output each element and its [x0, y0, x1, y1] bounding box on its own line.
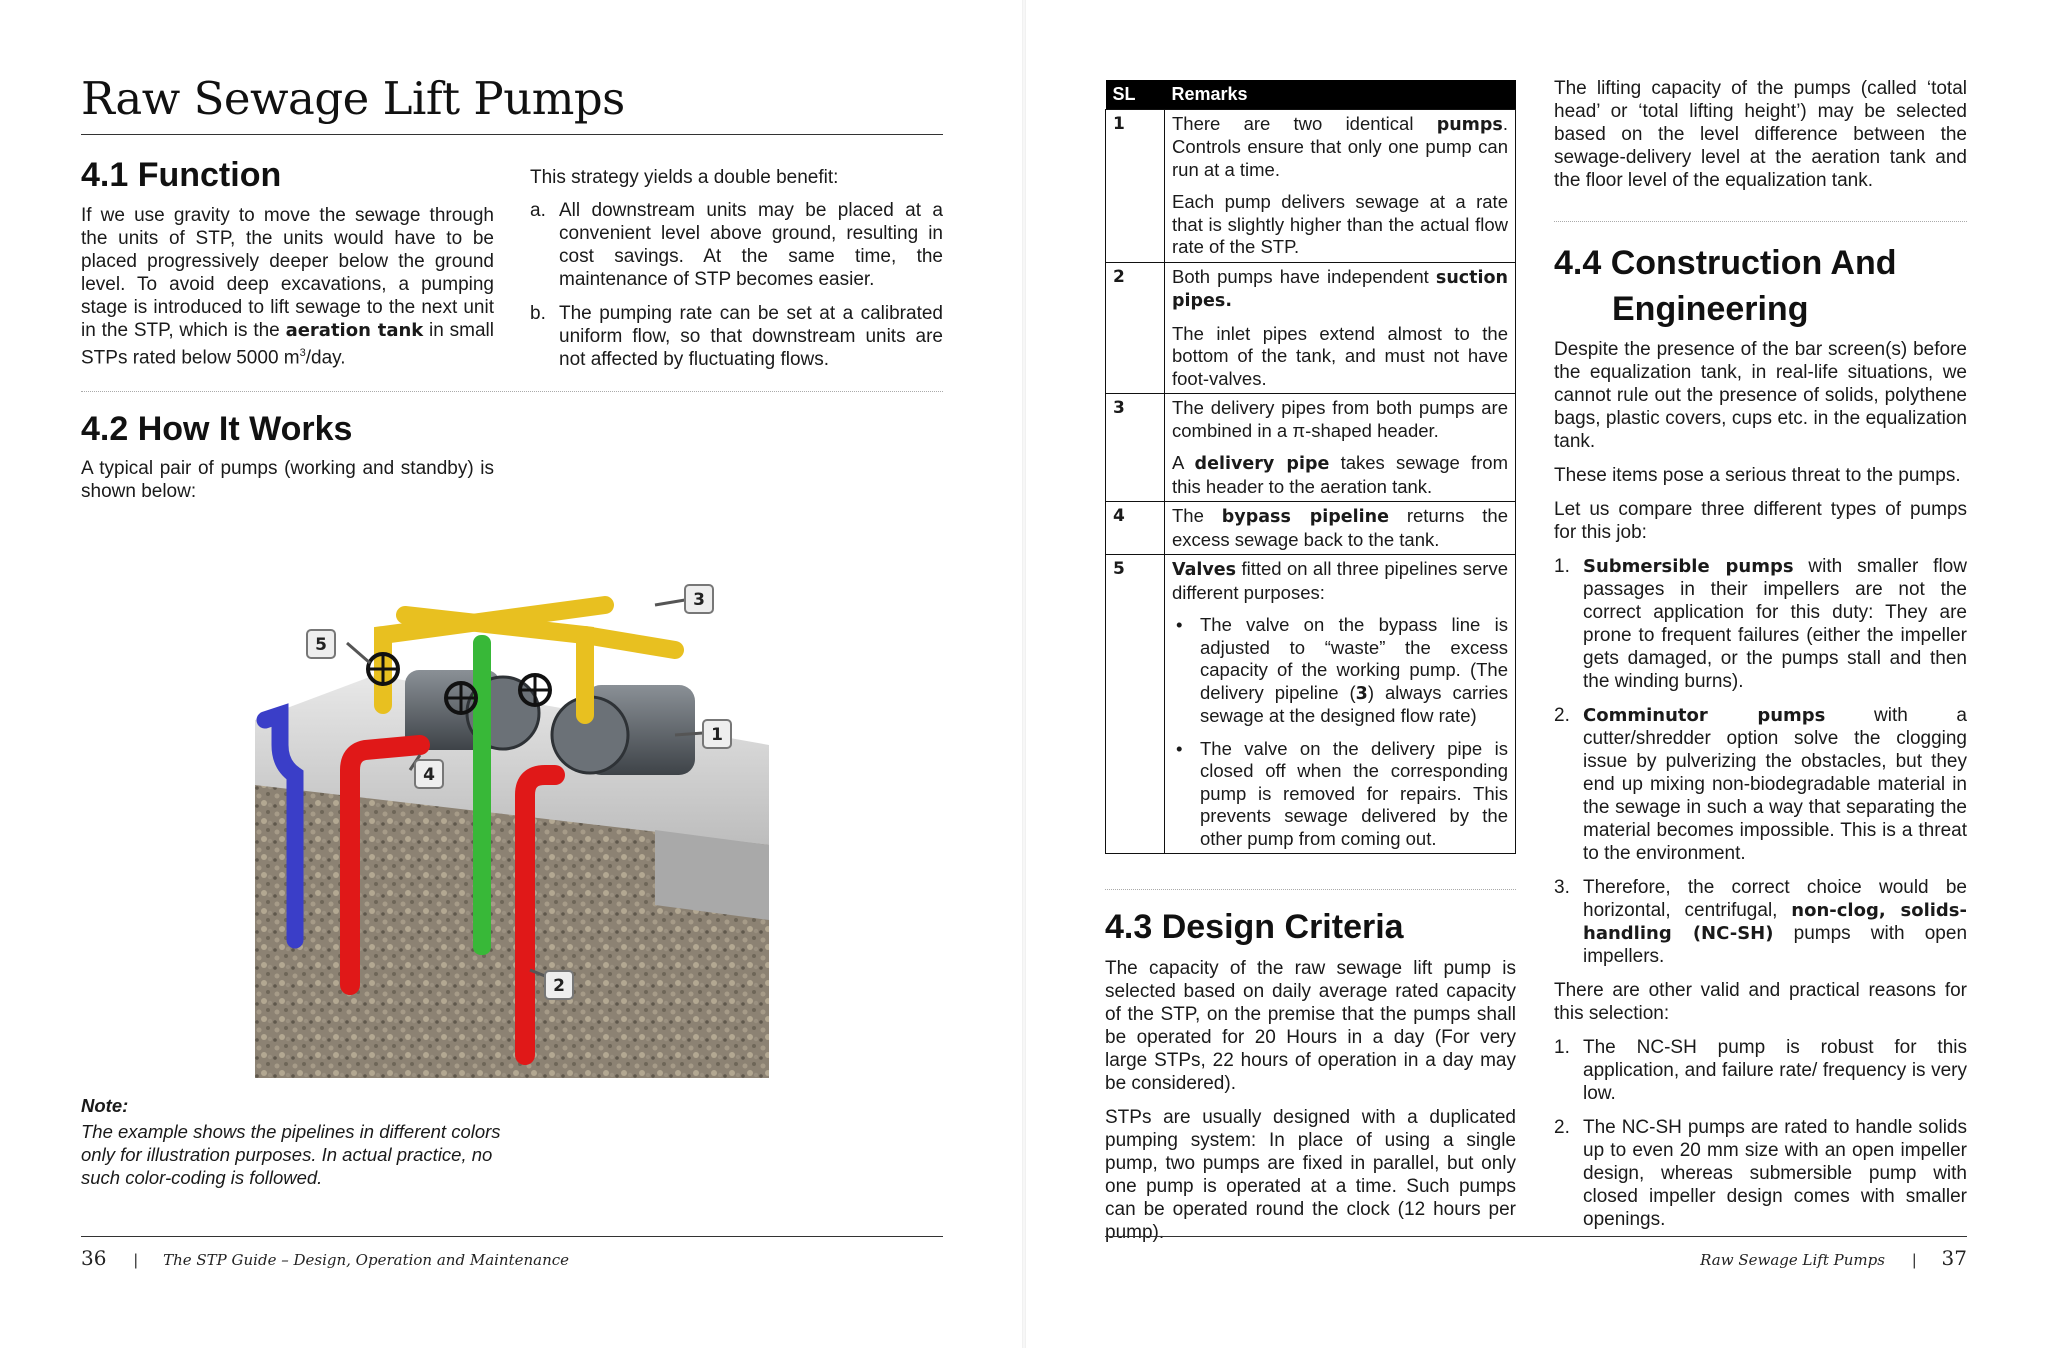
note-label: Note:: [81, 1095, 129, 1116]
function-heading: 4.1 Function: [81, 156, 282, 194]
left-footer: 36 | The STP Guide – Design, Operation and Maintenance: [81, 1246, 570, 1270]
section-divider: [81, 391, 943, 392]
svg-text:2: 2: [553, 976, 565, 996]
page-number: 37: [1941, 1246, 1967, 1270]
list-item: a. All downstream units may be placed at a convenient level above ground, resulting in cost savings. At the same time, the maintenance of STP becomes easier.: [530, 200, 943, 290]
lifting-capacity-text: The lifting capacity of the pumps (called ‘total head’ or ‘total lifting height’) may be selected based on the level difference between the sewage-delivery level at the aeration tank and the floor level of the equalization tank.: [1554, 78, 1967, 191]
section-divider: [1105, 889, 1516, 890]
section-divider: [1554, 221, 1967, 222]
function-paragraph: If we use gravity to move the sewage through the units of STP, the units would have to be placed progressively deeper below the ground level. To avoid deep excavations, a pumping stage is introduced to lift sewage to the next unit in the STP, which is the aeration tank in small STPs rated below 5000 $m^3$/day.: [81, 205, 494, 369]
benefits-list: [530, 199, 943, 371]
callout-3: [655, 585, 713, 613]
pump-types-list: [1554, 555, 1967, 968]
right-footer: Raw Sewage Lift Pumps | 37: [1700, 1246, 1967, 1270]
table-row: 1 There are two identical pumps. Controls ensure that only one pump can run at a time. Each pump delivers sewage at a rate that is slightly higher than the actual flow rate of the STP.: [1106, 109, 1516, 262]
benefit-intro: This strategy yields a double benefit:: [530, 167, 839, 188]
table-row: 3 The delivery pipes from both pumps are combined in a π-shaped header. A delivery pipe takes sewage from this header to the aeration tank.: [1106, 394, 1516, 502]
construction-heading: 4.4 Construction And Engineering: [1554, 244, 1897, 328]
list-item: 3. Therefore, the correct choice would be horizontal, centrifugal, non-clog, solids-handling (NC-SH) pumps with open impellers.: [1554, 877, 1968, 967]
callout-4: [410, 755, 443, 788]
valve-delivery-2: [520, 675, 550, 705]
header-remarks: Remarks: [1165, 80, 1516, 109]
benefits-block: [530, 166, 943, 382]
table-row: 4 The bypass pipeline returns the excess sewage back to the tank.: [1106, 502, 1516, 555]
table-header-row: [1106, 80, 1516, 109]
svg-text:1: 1: [711, 725, 723, 745]
list-item: b. The pumping rate can be set at a calibrated uniform flow, so that downstream units are not affected by fluctuating flows.: [530, 303, 943, 370]
how-text: A typical pair of pumps (working and standby) is shown below:: [81, 458, 494, 502]
callout-5: [307, 630, 370, 663]
pump-illustration: [255, 575, 769, 1078]
valve-delivery-1: [446, 683, 476, 713]
how-heading: 4.2 How It Works: [81, 410, 353, 448]
footer-rule: [1105, 1236, 1967, 1237]
header-sl: SL: [1106, 80, 1165, 109]
svg-text:5: 5: [315, 635, 327, 655]
svg-text:4: 4: [423, 765, 435, 785]
slab-edge: [655, 830, 769, 920]
book-title: The STP Guide – Design, Operation and Maintenance: [163, 1251, 570, 1269]
page-number: 36: [81, 1246, 107, 1270]
right-page: [1024, 0, 2048, 1348]
figure-note: [81, 1094, 511, 1189]
list-item: 1. Submersible pumps with smaller flow passages in their impellers are not the correct application for this duty: They are prone to frequent failures (either the impeller gets damaged, or the pumps stall and then the winding burns).: [1554, 556, 1967, 692]
footer-rule: [81, 1236, 943, 1237]
design-text: The capacity of the raw sewage lift pump is selected based on daily average rated capacity of the STP, on the premise that the pumps shall be operated for 20 Hours in a day (For very large STPs, 22 hours of operation in a day may be considered). STPs are usually designed with a duplicated pumping system: In place of using a single pump, two pumps are fixed in parallel, but only one pump is operated at a time. Such pumps can be operated round the clock (12 hours per pump).: [1105, 958, 1516, 1243]
table-row: 5 Valves fitted on all three pipelines serve different purposes: • The valve on the bypass line is adjusted to “waste” the excess capacity of the working pump. (The delivery pipeline (3) always carries sewage at the designed flow rate) • The valve on the delivery pipe is closed off when the corresponding pump is removed for repairs. This prevents sewage delivered by the other pump from coming out.: [1106, 555, 1516, 854]
title-rule: [81, 134, 943, 135]
list-item: 2. The NC-SH pumps are rated to handle solids up to even 20 mm size with an open impeller design, whereas submersible pump with closed impeller design comes with smaller openings.: [1554, 1117, 1967, 1230]
list-item: • The valve on the bypass line is adjusted to “waste” the excess capacity of the working pump. (The delivery pipeline (3) always carries sewage at the designed flow rate): [1176, 614, 1508, 726]
delivery-pipe: [585, 635, 675, 650]
list-item: 2. Comminutor pumps with a cutter/shredder option solve the clogging issue by pulverizing the obstacles, but they end up mixing non-biodegradable material in the sewage in such a way that separating the material becomes impossible. This is a threat to the environment.: [1554, 705, 1967, 864]
valve-5: [368, 654, 398, 684]
list-item: 1. The NC-SH pump is robust for this application, and failure rate/ frequency is very low.: [1554, 1037, 1967, 1104]
pump-remarks-table: [1105, 80, 1516, 854]
reasons-list: [1554, 1036, 1967, 1231]
table-row: 2 Both pumps have independent suction pipes. The inlet pipes extend almost to the bottom of the tank, and must not have foot-valves.: [1106, 262, 1516, 394]
note-text: The example shows the pipelines in different colors only for illustration purposes. In actual practice, no such color-coding is followed.: [81, 1121, 501, 1188]
design-heading: 4.3 Design Criteria: [1105, 908, 1404, 946]
list-item: • The valve on the delivery pipe is closed off when the corresponding pump is removed for repairs. This prevents sewage delivered by the other pump from coming out.: [1176, 737, 1508, 849]
construction-text: Despite the presence of the bar screen(s) before the equalization tank, in real-life situations, we cannot rule out the presence of solids, polythene bags, plastic covers, cups etc. in the equalization tank. These items pose a serious threat to the pumps. Let us compare three different types of pumps for this job: 1. Submersible pumps with smaller flow passages in their impellers are not the correct application for this duty: They are prone to frequent failures (either the impeller gets damaged, or the pumps stall and then the winding burns). 2. Comminutor pumps with a cutter/shredder option solve the clogging issue by pulverizing the obstacles, but they end up mixing non-biodegradable material in the sewage in such a way that separating the material becomes impossible. This is a threat to the environment. 3. Therefore, the correct choice would be horizontal, centrifugal, non-clog, solids-handling (NC-SH) pumps with open impellers. There are other valid and practical reasons for this selection: 1. The NC-SH pump is robust for this application, and failure rate/ frequency is very low. 2. The NC-SH pumps are rated to handle solids up to even 20 mm size with an open impeller design, whereas submersible pump with closed impeller design comes with smaller openings.: [1554, 339, 1968, 1230]
green-pipe: [473, 635, 491, 955]
svg-text:3: 3: [693, 590, 705, 610]
section-title: Raw Sewage Lift Pumps: [1700, 1251, 1885, 1269]
page-title: Raw Sewage Lift Pumps: [81, 72, 625, 125]
